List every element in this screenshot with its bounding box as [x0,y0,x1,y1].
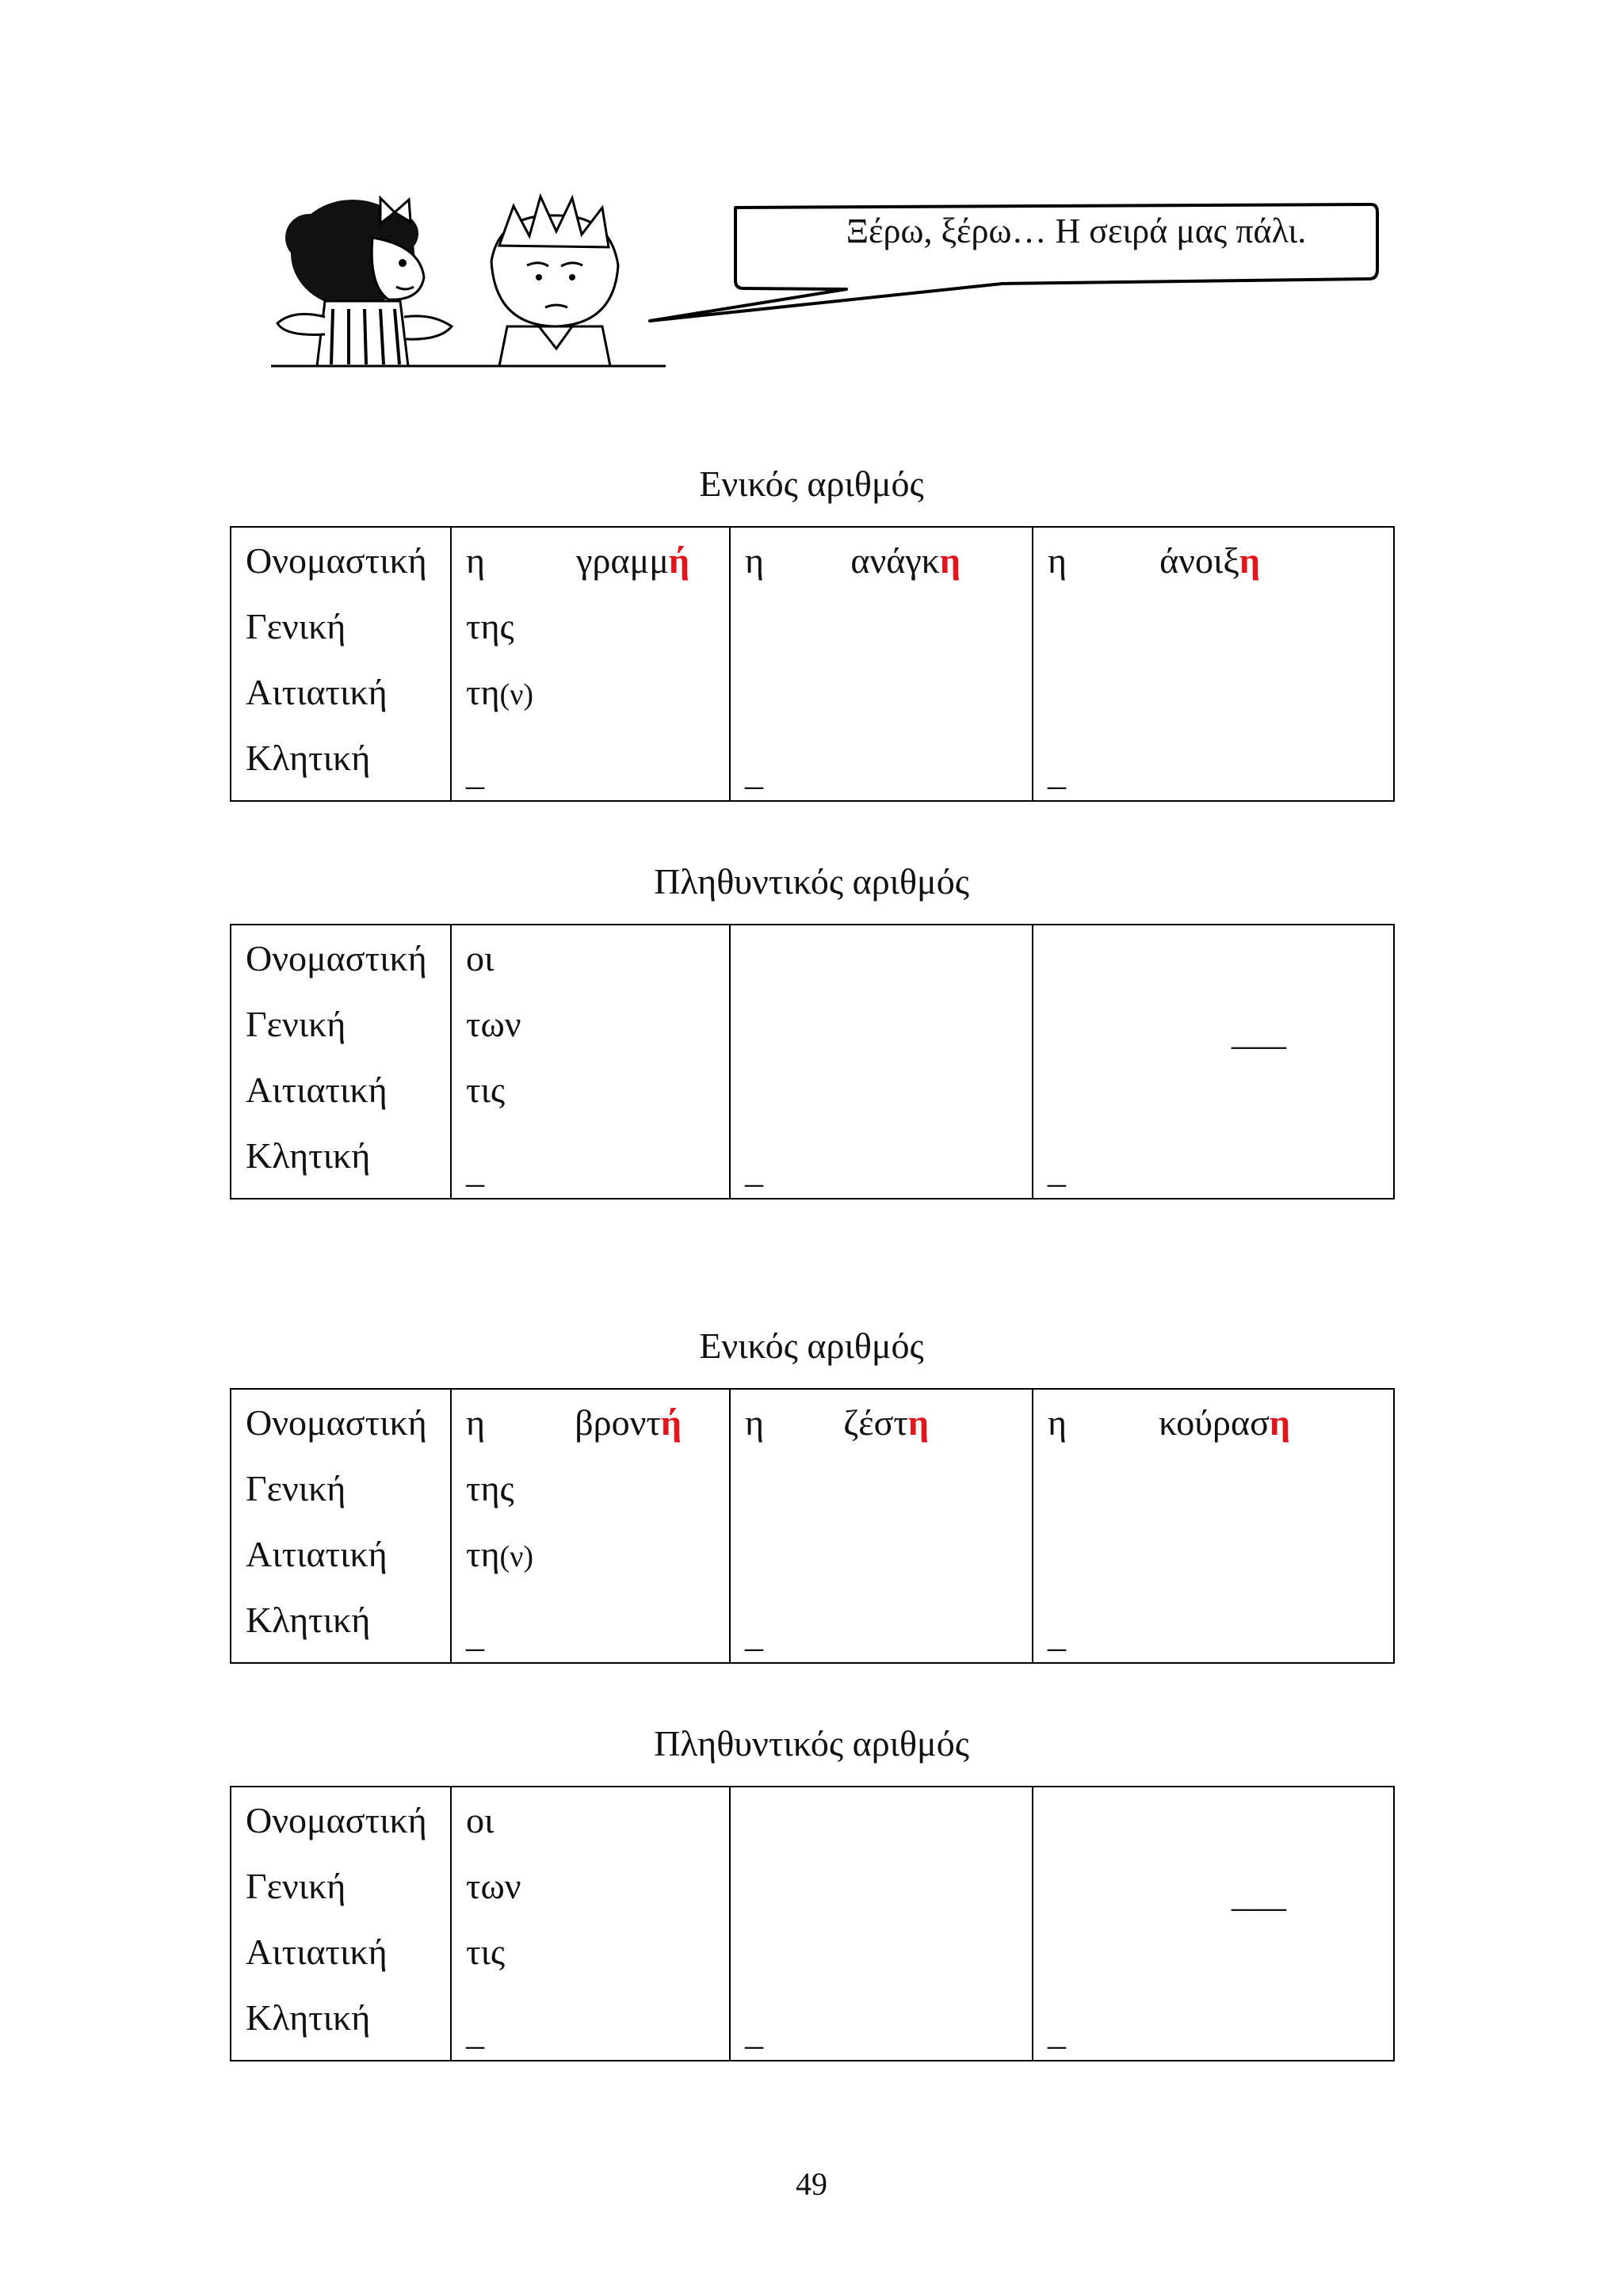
plural-heading-1: Πληθυντικός αριθμός [654,861,969,902]
plural-table-1 [230,924,1395,1199]
singular-heading-2: Ενικός αριθμός [699,1325,924,1366]
word-column-3 [1033,925,1394,1199]
word-column-2 [730,527,1033,801]
noun-ending: η [939,540,960,581]
noun-ending: η [1269,1402,1290,1443]
case-genitive: Γενική [246,606,346,646]
vocative-blank[interactable]: _ [466,1150,484,1190]
vocative-blank[interactable]: _ [466,752,484,792]
noun-ending: ή [660,1402,682,1443]
case-labels [231,1787,451,2061]
noun-ending: ή [668,540,689,581]
case-accusative: Αιτιατική [246,672,388,712]
case-vocative: Κλητική [246,1997,371,2038]
accusative-article: τις [466,1070,506,1110]
singular-table-1 [230,526,1395,802]
noun-ending: η [907,1402,929,1443]
singular-heading-1: Ενικός αριθμός [699,463,924,504]
accusative-article: τη(ν) [466,672,534,712]
noun-ending: η [1239,540,1260,581]
case-vocative: Κλητική [246,738,371,778]
boy-character-icon [491,196,618,366]
case-genitive: Γενική [246,1468,346,1508]
vocative-blank[interactable]: _ [745,1150,763,1190]
word-column-2 [730,1787,1033,2061]
case-accusative: Αιτιατική [246,1534,388,1574]
word-column-3 [1033,1787,1394,2061]
genitive-article: των [466,1004,521,1044]
case-genitive: Γενική [246,1004,346,1044]
article: η [466,540,486,581]
accusative-article: τη(ν) [466,1534,534,1574]
case-labels [231,527,451,801]
word-column-1 [451,1787,730,2061]
genitive-article: της [466,606,514,646]
vocative-blank[interactable]: _ [1048,2012,1066,2052]
case-accusative: Αιτιατική [246,1070,388,1110]
noun-nominative: άνοιξη [1159,540,1260,581]
accusative-article: τις [466,1932,506,1972]
vocative-blank[interactable]: _ [745,2012,763,2052]
genitive-long-blank[interactable]: ___ [1232,1874,1286,1914]
word-column-1 [451,527,730,801]
case-vocative: Κλητική [246,1600,371,1640]
word-column-3 [1033,527,1394,801]
case-nominative: Ονομαστική [246,1800,427,1840]
case-nominative: Ονομαστική [246,938,427,978]
noun-nominative: κούραση [1159,1402,1290,1443]
case-nominative: Ονομαστική [246,540,427,581]
nominative-article: οι [466,938,495,978]
case-vocative: Κλητική [246,1135,371,1176]
speech-bubble-text: Ξέρω, ξέρω… Η σειρά μας πάλι. [846,212,1307,250]
vocative-blank[interactable]: _ [745,752,763,792]
case-labels [231,925,451,1199]
word-column-2 [730,1389,1033,1663]
noun-nominative: ανάγκη [850,540,960,581]
genitive-article: των [466,1866,521,1906]
case-labels [231,1389,451,1663]
plural-table-2 [230,1786,1395,2061]
singular-table-2 [230,1388,1395,1664]
vocative-blank[interactable]: _ [1048,1614,1066,1654]
noun-nominative: γραμμή [576,540,689,581]
vocative-blank[interactable]: _ [745,1614,763,1654]
genitive-long-blank[interactable]: ___ [1232,1012,1286,1052]
comic-strip [262,190,1387,380]
article: η [1048,1402,1067,1443]
article: η [466,1402,486,1443]
page-number: 49 [796,2166,827,2202]
noun-nominative: ζέστη [843,1402,929,1443]
word-column-3 [1033,1389,1394,1663]
plural-heading-2: Πληθυντικός αριθμός [654,1723,969,1764]
vocative-blank[interactable]: _ [466,2012,484,2052]
article: η [1048,540,1067,581]
vocative-blank[interactable]: _ [466,1614,484,1654]
word-column-1 [451,1389,730,1663]
vocative-blank[interactable]: _ [1048,1150,1066,1190]
vocative-blank[interactable]: _ [1048,752,1066,792]
article: η [745,540,765,581]
case-genitive: Γενική [246,1866,346,1906]
case-nominative: Ονομαστική [246,1402,427,1443]
girl-character-icon [277,198,452,366]
genitive-article: της [466,1468,514,1508]
article: η [745,1402,765,1443]
word-column-2 [730,925,1033,1199]
noun-nominative: βροντή [575,1402,682,1443]
word-column-1 [451,925,730,1199]
nominative-article: οι [466,1800,495,1840]
case-accusative: Αιτιατική [246,1932,388,1972]
